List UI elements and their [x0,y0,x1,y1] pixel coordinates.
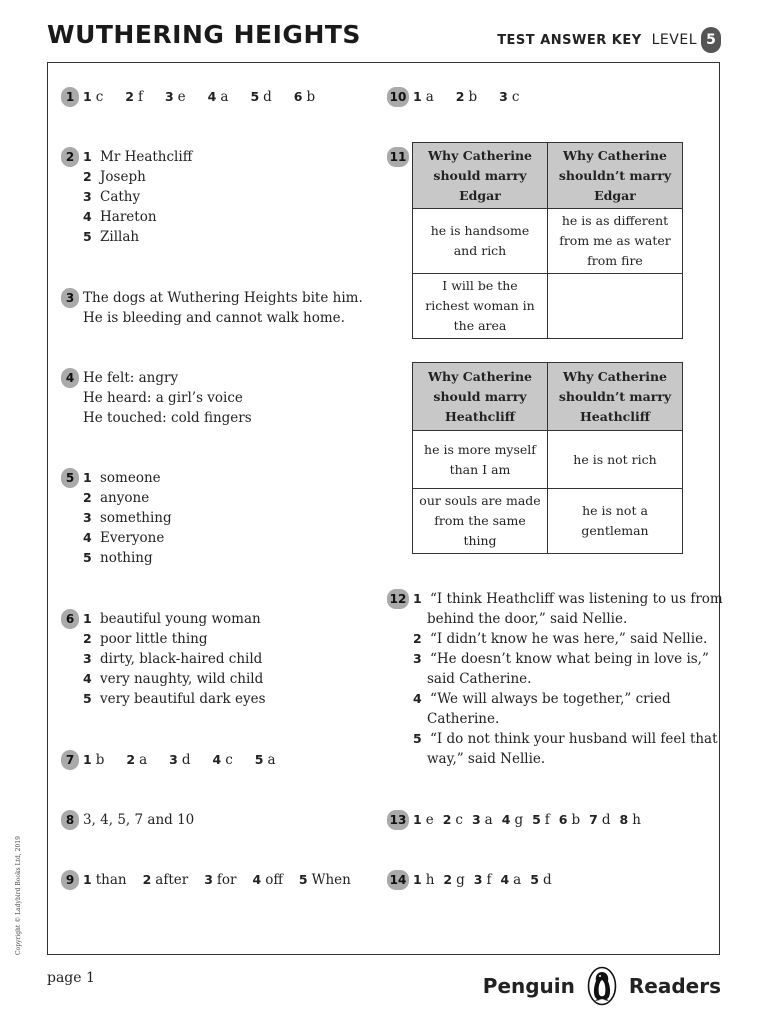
table-cell [548,274,683,339]
item-answer: for [216,872,237,888]
item-answer: nothing [100,550,153,566]
list-item [83,609,266,629]
item-number: 1 [83,872,92,887]
item-answer: very naughty, wild child [100,671,264,687]
answer-item [250,87,271,107]
question-number: 3 [61,288,79,308]
item-answer: d [601,812,611,828]
item-number: 3 [164,89,174,104]
item-number: 3 [473,872,483,887]
question-number: 8 [61,810,79,830]
answer-item [502,810,523,830]
item-answer: someone [100,470,161,486]
list-item [83,488,172,508]
inline-answers [83,750,298,770]
answer-item [255,750,276,770]
item-number: 3 [471,812,481,827]
item-answer: Zillah [100,229,140,245]
answer-item [169,750,190,770]
list-answers [83,147,192,247]
item-answer: Cathy [100,189,141,205]
item-answer: f [486,872,492,888]
answer-line: He is bleeding and cannot walk home. [83,310,345,326]
question-number: 5 [61,468,79,488]
answer-item [126,750,147,770]
list-item [83,689,266,709]
level-label: LEVEL [651,32,697,48]
quote-item [413,589,723,609]
question-number: 6 [61,609,79,629]
item-answer: f [544,812,550,828]
table-cell: our souls are made from the same thing [413,489,548,554]
inline-answers [83,870,367,890]
item-number: 5 [83,550,92,565]
question-number: 2 [61,147,79,167]
list-answers [83,468,172,568]
table-cell: he is as different from me as water from fire [548,209,683,274]
brand-readers: Readers [628,974,721,998]
item-number: 2 [455,89,465,104]
item-number: 3 [83,189,92,204]
question-number: 11 [387,147,409,167]
item-answer: d [542,872,552,888]
question-number: 7 [61,750,79,770]
question-number: 4 [61,368,79,388]
answer-item [413,870,434,890]
list-item [83,649,266,669]
item-number: 1 [413,812,422,827]
quote-item [413,689,723,709]
publisher-logo [483,966,721,1006]
item-number: 4 [252,872,262,887]
list-item [83,508,172,528]
level-badge: 5 [701,27,721,53]
item-answer: c [95,89,104,105]
item-number: 5 [254,752,264,767]
answer-item [456,87,477,107]
quote-item [413,649,723,669]
quote-text: “I didn’t know he was here,” said Nellie. [430,631,708,647]
item-answer: anyone [100,490,150,506]
item-answer: When [311,872,351,888]
item-answer: c [511,89,520,105]
item-number: 2 [442,812,452,827]
item-answer: a [267,752,276,768]
list-item [83,187,192,207]
list-item [83,207,192,227]
item-number: 1 [83,470,92,485]
item-number: 7 [589,812,598,827]
answer-key-label: TEST ANSWER KEY [497,32,642,48]
answer-item [125,87,143,107]
inline-answers [413,870,561,890]
penguin-icon [587,966,617,1006]
quote-continuation: behind the door,” said Nellie. [427,611,628,627]
answer-item [443,810,463,830]
item-number: 3 [83,651,92,666]
answer-item [500,870,521,890]
question-number: 14 [387,870,409,890]
table-cell: he is more myself than I am [413,431,548,489]
item-answer: a [139,752,148,768]
answer-item [532,810,550,830]
answer-item [499,87,519,107]
answer-item [83,87,103,107]
item-number: 2 [83,631,92,646]
item-number: 4 [501,812,511,827]
item-answer: something [100,510,172,526]
page-title: WUTHERING HEIGHTS [47,20,361,49]
page-number: page 1 [47,970,95,986]
table-cell: he is not a gentleman [548,489,683,554]
item-answer: off [265,872,283,888]
answer-item [474,870,492,890]
answer-item [294,87,315,107]
item-number: 4 [83,530,92,545]
item-number: 5 [413,731,422,746]
item-number: 5 [532,812,541,827]
item-number: 4 [83,209,92,224]
table-cell: he is not rich [548,431,683,489]
answer-item [212,750,232,770]
item-answer: e [177,89,186,105]
item-number: 2 [83,169,92,184]
answer-item [589,810,610,830]
table-cell: he is handsome and rich [413,209,548,274]
inline-answers [413,87,541,107]
quote-item [413,729,723,749]
list-item [83,548,172,568]
item-answer: after [155,872,189,888]
item-number: 6 [558,812,568,827]
item-answer: b [468,89,478,105]
item-number: 2 [126,752,136,767]
marry-edgar-table [412,142,683,339]
item-number: 1 [83,611,92,626]
item-answer: c [225,752,233,768]
quote-text: “I think Heathcliff was listening to us from [430,591,723,607]
item-number: 1 [83,89,92,104]
question-number: 1 [61,87,79,107]
item-answer: h [632,812,641,828]
item-answer: a [220,89,229,105]
item-answer: a [425,89,434,105]
item-answer: a [484,812,493,828]
item-number: 5 [298,872,308,887]
item-answer: very beautiful dark eyes [100,691,266,707]
list-item [83,468,172,488]
item-answer: Hareton [100,209,157,225]
item-number: 2 [83,490,92,505]
list-item [83,227,192,247]
item-answer: Mr Heathcliff [100,149,193,165]
item-number: 1 [83,149,92,164]
text-answers [83,288,363,328]
quote-item [413,629,723,649]
item-number: 5 [83,691,92,706]
item-number: 2 [413,631,422,646]
answer-line: He felt: angry [83,370,179,386]
answer-item [143,870,189,890]
item-answer: g [514,812,524,828]
quote-continuation: said Catherine. [427,671,532,687]
item-number: 1 [413,89,422,104]
item-number: 5 [530,872,539,887]
item-answer: d [181,752,191,768]
table-header-cell: Why Catherine should marry Heathcliff [413,363,548,431]
quote-continuation: way,” said Nellie. [427,751,546,767]
inline-answers [413,810,650,830]
answer-item [208,87,229,107]
item-answer: poor little thing [100,631,208,647]
list-item [83,528,172,548]
answer-item [559,810,580,830]
item-number: 3 [83,510,92,525]
question-number: 10 [387,87,409,107]
answer-text: 3, 4, 5, 7 and 10 [83,812,195,828]
list-item [83,167,192,187]
item-number: 5 [250,89,260,104]
table-header-cell: Why Catherine shouldn’t marry Heathcliff [548,363,683,431]
item-answer: than [95,872,127,888]
item-answer: b [95,752,105,768]
list-item [83,147,192,167]
answer-line: He heard: a girl’s voice [83,390,243,406]
item-number: 1 [413,591,422,606]
answer-item [204,870,236,890]
item-number: 3 [169,752,178,767]
answer-item [413,87,434,107]
quote-continuation: Catherine. [427,711,500,727]
item-answer: d [263,89,272,105]
item-answer: beautiful young woman [100,611,261,627]
item-number: 4 [207,89,217,104]
quote-answers [413,589,723,769]
text-answers [83,368,252,428]
table-cell: I will be the richest woman in the area [413,274,548,339]
answer-item [83,870,127,890]
item-number: 3 [413,651,422,666]
header-right [497,27,721,53]
item-number: 1 [83,752,92,767]
item-number: 5 [83,229,92,244]
item-answer: dirty, black-haired child [100,651,263,667]
item-number: 4 [212,752,222,767]
answer-item [252,870,282,890]
copyright-notice: Copyright © Ladybird Books Ltd, 2019 [15,836,22,955]
answer-item [620,810,641,830]
list-answers [83,609,266,709]
answer-line: He touched: cold fingers [83,410,252,426]
answer-item [530,870,551,890]
item-answer: e [425,812,434,828]
item-answer: f [137,89,143,105]
item-number: 1 [413,872,422,887]
item-number: 8 [619,812,629,827]
answer-item [413,810,434,830]
item-number: 6 [293,89,303,104]
quote-text: “We will always be together,” cried [430,691,671,707]
answer-line: The dogs at Wuthering Heights bite him. [83,290,363,306]
list-item [83,629,266,649]
brand-penguin: Penguin [482,974,575,998]
question-number: 13 [387,810,409,830]
table-header-cell: Why Catherine should marry Edgar [413,143,548,209]
answer-item [299,870,351,890]
item-number: 4 [413,691,422,706]
item-number: 4 [83,671,92,686]
question-number: 12 [387,589,409,609]
item-number: 4 [500,872,510,887]
answer-item [165,87,186,107]
item-number: 2 [142,872,152,887]
answer-item [83,750,104,770]
list-item [83,669,266,689]
item-answer: a [513,872,522,888]
item-number: 2 [125,89,134,104]
item-answer: b [306,89,316,105]
answer-item [472,810,493,830]
item-number: 2 [443,872,453,887]
table-header-cell: Why Catherine shouldn’t marry Edgar [548,143,683,209]
answer-item [443,870,464,890]
item-answer: h [425,872,435,888]
quote-text: “He doesn’t know what being in love is,” [430,651,709,667]
item-answer: b [571,812,581,828]
item-answer: g [456,872,465,888]
quote-text: “I do not think your husband will feel that [430,731,718,747]
item-answer: Joseph [100,169,146,185]
marry-heathcliff-table [412,362,683,554]
item-number: 3 [204,872,213,887]
inline-answers [83,87,337,107]
item-answer: Everyone [100,530,165,546]
item-number: 3 [499,89,508,104]
item-answer: c [455,812,463,828]
question-number: 9 [61,870,79,890]
